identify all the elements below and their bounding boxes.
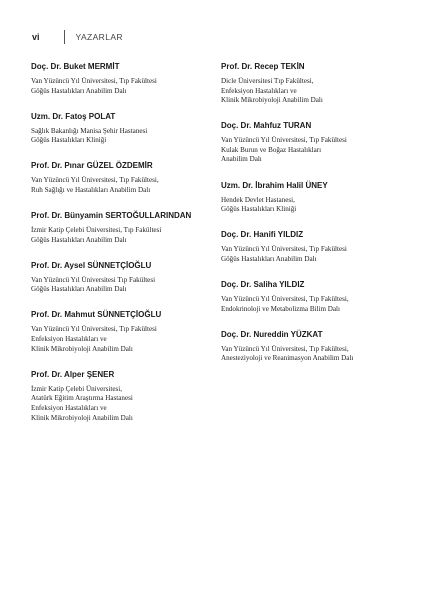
author-entry [221, 330, 411, 364]
author-entry [31, 261, 221, 295]
author-name: Doç. Dr. Buket MERMİT [31, 62, 120, 71]
affiliation-line: Enfeksiyon Hastalıkları ve [31, 335, 107, 344]
affiliation-line: Klinik Mikrobiyoloji Anabilim Dalı [221, 96, 323, 105]
affiliation-line: Sağlık Bakanlığı Manisa Şehir Hastanesi [31, 126, 148, 135]
author-entry [31, 161, 221, 195]
author-name: Prof. Dr. Pınar GÜZEL ÖZDEMİR [31, 161, 153, 171]
author-entry [221, 181, 411, 215]
author-affiliation [31, 127, 221, 146]
author-name: Uzm. Dr. İbrahim Halil ÜNEY [221, 180, 328, 190]
affiliation-line: Enfeksiyon Hastalıkları ve [31, 403, 107, 412]
author-affiliation [221, 295, 411, 314]
author-affiliation [31, 276, 221, 295]
author-entry [221, 62, 411, 106]
author-entry [221, 280, 411, 314]
header-divider [64, 30, 65, 44]
page-header [32, 30, 123, 44]
affiliation-line: Van Yüzüncü Yıl Üniversitesi, Tıp Fakültesi [31, 325, 157, 334]
author-affiliation [221, 196, 411, 215]
affiliation-line: Ruh Sağlığı ve Hastalıkları Anabilim Dalı [31, 185, 151, 194]
affiliation-line: Dicle Üniversitesi Tıp Fakültesi, [221, 77, 314, 85]
affiliation-line: Kulak Burun ve Boğaz Hastalıkları [221, 145, 322, 154]
author-entry [221, 230, 411, 264]
author-name: Prof. Dr. Aysel SÜNNETÇİOĞLU [31, 260, 152, 270]
authors-right-column [221, 62, 411, 379]
section-title: YAZARLAR [75, 32, 123, 42]
author-affiliation [31, 77, 221, 96]
author-entry [31, 211, 221, 245]
affiliation-line: Klinik Mikrobiyoloji Anabilim Dalı [31, 344, 133, 353]
affiliation-line: Hendek Devlet Hastanesi, [221, 195, 295, 204]
author-affiliation [221, 345, 411, 364]
affiliation-line: Anesteziyoloji ve Reanimasyon Anabilim Dalı [221, 354, 354, 363]
author-affiliation [31, 176, 221, 195]
affiliation-line: Göğüs Hastalıkları Kliniği [221, 205, 297, 214]
author-name: Doç. Dr. Saliha YILDIZ [221, 279, 305, 289]
affiliation-line: Endokrinoloji ve Metabolizma Bilim Dalı [221, 304, 340, 313]
affiliation-line: İzmir Katip Çelebi Üniversitesi, [31, 384, 123, 393]
author-name: Prof. Dr. Bünyamin SERTOĞULLARINDAN [31, 211, 192, 221]
affiliation-line: Van Yüzüncü Yıl Üniversitesi, Tıp Fakültesi, [221, 294, 349, 303]
author-entry [31, 370, 221, 423]
affiliation-line: Van Yüzüncü Yıl Üniversitesi Tıp Fakültesi [31, 275, 156, 284]
author-affiliation [31, 226, 221, 245]
author-name: Prof. Dr. Recep TEKİN [221, 62, 305, 71]
author-affiliation [221, 136, 411, 165]
affiliation-line: Göğüs Hastalıkları Anabilim Dalı [31, 235, 127, 244]
affiliation-line: Van Yüzüncü Yıl Üniversitesi, Tıp Fakültesi [31, 77, 157, 85]
author-affiliation [31, 385, 221, 423]
affiliation-line: Van Yüzüncü Yıl Üniversitesi, Tıp Fakültesi [221, 245, 347, 254]
author-name: Prof. Dr. Mahmut SÜNNETÇİOĞLU [31, 310, 162, 320]
author-entry [221, 121, 411, 165]
affiliation-line: Van Yüzüncü Yıl Üniversitesi, Tıp Fakültesi, [221, 344, 349, 353]
author-entry [31, 62, 221, 96]
affiliation-line: Göğüs Hastalıkları Anabilim Dalı [221, 254, 317, 263]
authors-left-column [31, 62, 221, 439]
affiliation-line: Anabilim Dalı [221, 155, 262, 164]
affiliation-line: Klinik Mikrobiyoloji Anabilim Dalı [31, 413, 133, 422]
affiliation-line: Enfeksiyon Hastalıkları ve [221, 86, 297, 95]
affiliation-line: Van Yüzüncü Yıl Üniversitesi, Tıp Fakültesi [221, 136, 347, 145]
affiliation-line: İzmir Katip Çelebi Üniversitesi, Tıp Fakültesi [31, 226, 162, 235]
affiliation-line: Göğüs Hastalıkları Kliniği [31, 136, 107, 145]
page-number: vi [32, 32, 40, 42]
affiliation-line: Göğüs Hastalıkları Anabilim Dalı [31, 285, 127, 294]
author-entry [31, 112, 221, 146]
author-name: Prof. Dr. Alper ŞENER [31, 369, 115, 379]
author-name: Doç. Dr. Hanifi YILDIZ [221, 230, 304, 240]
affiliation-line: Göğüs Hastalıkları Anabilim Dalı [31, 86, 127, 95]
affiliation-line: Atatürk Eğitim Araştırma Hastanesi [31, 394, 133, 403]
author-name: Doç. Dr. Mahfuz TURAN [221, 121, 312, 131]
author-entry [31, 310, 221, 354]
author-affiliation [31, 325, 221, 354]
affiliation-line: Van Yüzüncü Yıl Üniversitesi, Tıp Fakültesi, [31, 176, 159, 185]
author-affiliation [221, 77, 411, 106]
author-affiliation [221, 245, 411, 264]
author-name: Doç. Dr. Nureddin YÜZKAT [221, 329, 323, 339]
author-name: Uzm. Dr. Fatoş POLAT [31, 111, 116, 121]
